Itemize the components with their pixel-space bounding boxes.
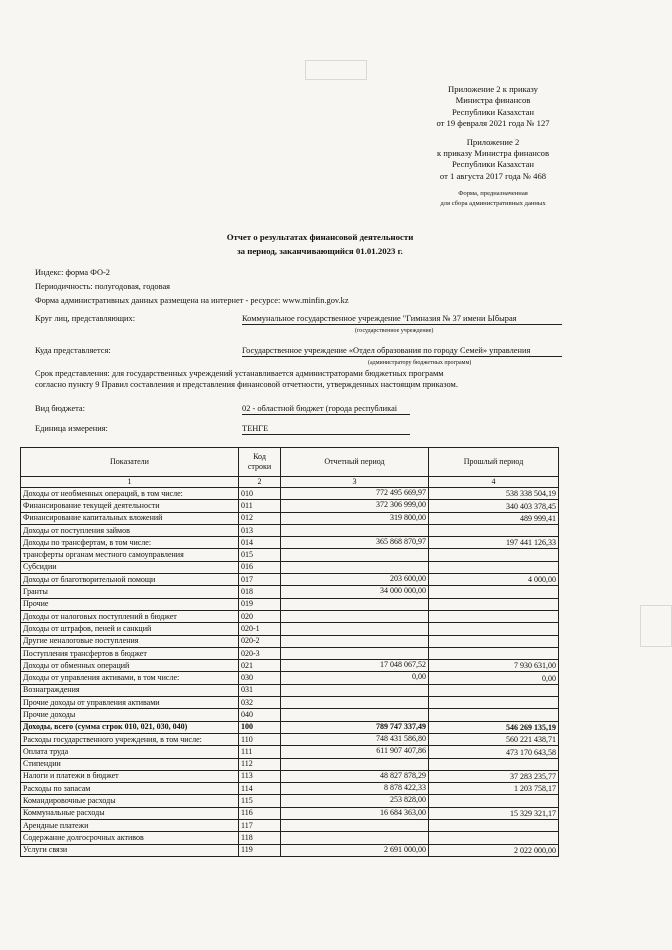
budget-label: Вид бюджета: bbox=[35, 404, 85, 413]
row-code: 012 bbox=[239, 512, 281, 524]
row-current-value: 16 684 363,00 bbox=[281, 807, 429, 819]
header-code: Код строки bbox=[239, 448, 281, 477]
row-name: Поступления трансфертов в бюджет bbox=[21, 647, 239, 659]
table-row bbox=[21, 733, 559, 745]
row-code: 020 bbox=[239, 610, 281, 622]
term-line: Срок представления: для государственных учреждений устанавливается администраторами бюджетных программ bbox=[35, 369, 444, 378]
appendix-line: от 19 февраля 2021 года № 127 bbox=[436, 118, 550, 129]
row-previous-value: 473 170 643,58 bbox=[429, 746, 559, 758]
row-previous-value: 2 022 000,00 bbox=[429, 844, 559, 856]
row-current-value bbox=[281, 832, 429, 844]
table-row bbox=[21, 660, 559, 672]
appendix-line: Приложение 2 bbox=[466, 136, 520, 147]
table-row bbox=[21, 561, 559, 573]
row-previous-value bbox=[429, 647, 559, 659]
row-name: Прочие bbox=[21, 598, 239, 610]
table-row bbox=[21, 820, 559, 832]
row-current-value bbox=[281, 684, 429, 696]
header-previous-period: Прошлый период bbox=[429, 448, 559, 477]
row-code: 020-3 bbox=[239, 647, 281, 659]
table-body bbox=[21, 488, 559, 857]
row-name: Оплата труда bbox=[21, 746, 239, 758]
row-name: Доходы от штрафов, пеней и санкций bbox=[21, 623, 239, 635]
where-caption: (администратору бюджетных программ) bbox=[368, 360, 472, 366]
table-row bbox=[21, 512, 559, 524]
row-name: Вознаграждения bbox=[21, 684, 239, 696]
row-previous-value bbox=[429, 623, 559, 635]
row-current-value bbox=[281, 758, 429, 770]
row-current-value: 611 907 407,86 bbox=[281, 746, 429, 758]
row-previous-value bbox=[429, 586, 559, 598]
row-name: Услуги связи bbox=[21, 844, 239, 856]
row-name: Коммунальные расходы bbox=[21, 807, 239, 819]
row-current-value: 789 747 337,49 bbox=[281, 721, 429, 733]
form-note: Форма, предназначенная bbox=[458, 190, 528, 198]
table-row bbox=[21, 770, 559, 782]
table-row bbox=[21, 783, 559, 795]
row-previous-value: 37 283 235,77 bbox=[429, 770, 559, 782]
table-row bbox=[21, 672, 559, 684]
row-code: 031 bbox=[239, 684, 281, 696]
financial-results-table bbox=[20, 447, 559, 857]
form-index: Индекс: форма ФО-2 bbox=[35, 268, 110, 277]
row-current-value: 8 878 422,33 bbox=[281, 783, 429, 795]
table-row bbox=[21, 697, 559, 709]
column-number: 3 bbox=[281, 477, 429, 488]
table-row bbox=[21, 709, 559, 721]
row-name: Доходы от поступления займов bbox=[21, 524, 239, 536]
circle-label: Круг лиц, представляющих: bbox=[35, 314, 136, 323]
row-code: 020-2 bbox=[239, 635, 281, 647]
row-name: Стипендии bbox=[21, 758, 239, 770]
row-current-value: 2 691 000,00 bbox=[281, 844, 429, 856]
circle-value: Коммунальное государственное учреждение "Гимназия № 37 имени Ыбырая bbox=[242, 314, 562, 325]
table-row bbox=[21, 586, 559, 598]
row-name: Доходы от благотворительной помощи bbox=[21, 574, 239, 586]
row-current-value: 17 048 067,52 bbox=[281, 660, 429, 672]
row-previous-value bbox=[429, 820, 559, 832]
row-previous-value: 7 930 631,00 bbox=[429, 660, 559, 672]
table-row bbox=[21, 635, 559, 647]
row-current-value bbox=[281, 647, 429, 659]
row-name: Прочие доходы bbox=[21, 709, 239, 721]
row-code: 115 bbox=[239, 795, 281, 807]
row-current-value: 0,00 bbox=[281, 672, 429, 684]
column-number: 1 bbox=[21, 477, 239, 488]
form-note: для сбора административных данных bbox=[440, 200, 546, 208]
row-code: 020-1 bbox=[239, 623, 281, 635]
row-name: Арендные платежи bbox=[21, 820, 239, 832]
row-code: 032 bbox=[239, 697, 281, 709]
row-code: 113 bbox=[239, 770, 281, 782]
appendix-line: к приказу Министра финансов bbox=[436, 148, 550, 159]
row-name: Расходы по запасам bbox=[21, 783, 239, 795]
appendix-line: Министра финансов bbox=[455, 95, 531, 106]
table-row bbox=[21, 758, 559, 770]
row-code: 010 bbox=[239, 488, 281, 500]
row-current-value: 34 000 000,00 bbox=[281, 586, 429, 598]
row-name: Доходы от обменных операций bbox=[21, 660, 239, 672]
row-previous-value bbox=[429, 697, 559, 709]
row-name: Доходы от управления активами, в том числе: bbox=[21, 672, 239, 684]
row-current-value bbox=[281, 549, 429, 561]
table-row bbox=[21, 549, 559, 561]
row-previous-value bbox=[429, 635, 559, 647]
row-current-value bbox=[281, 623, 429, 635]
row-code: 015 bbox=[239, 549, 281, 561]
appendix-line: Приложение 2 к приказу bbox=[448, 84, 538, 94]
row-name: Доходы от налоговых поступлений в бюджет bbox=[21, 610, 239, 622]
row-current-value: 203 600,00 bbox=[281, 574, 429, 586]
table-row bbox=[21, 598, 559, 610]
table-row bbox=[21, 832, 559, 844]
row-code: 040 bbox=[239, 709, 281, 721]
table-header-row bbox=[21, 448, 559, 477]
row-previous-value: 197 441 126,33 bbox=[429, 537, 559, 549]
row-current-value bbox=[281, 709, 429, 721]
row-code: 112 bbox=[239, 758, 281, 770]
appendix-line: от 1 августа 2017 года № 468 bbox=[439, 170, 547, 181]
row-current-value: 748 431 586,80 bbox=[281, 733, 429, 745]
row-name: Прочие доходы от управления активами bbox=[21, 697, 239, 709]
column-number: 4 bbox=[429, 477, 559, 488]
row-name: Налоги и платежи в бюджет bbox=[21, 770, 239, 782]
row-previous-value bbox=[429, 524, 559, 536]
row-previous-value: 15 329 321,17 bbox=[429, 807, 559, 819]
row-current-value: 48 827 878,29 bbox=[281, 770, 429, 782]
row-code: 100 bbox=[239, 721, 281, 733]
row-name: Доходы от необменных операций, в том числе: bbox=[21, 488, 239, 500]
row-name: Расходы государственного учреждения, в том числе: bbox=[21, 733, 239, 745]
row-previous-value bbox=[429, 549, 559, 561]
row-code: 111 bbox=[239, 746, 281, 758]
row-previous-value: 1 203 758,17 bbox=[429, 783, 559, 795]
periodicity: Периодичность: полугодовая, годовая bbox=[35, 282, 171, 291]
row-previous-value: 538 338 504,19 bbox=[429, 488, 559, 500]
table-row bbox=[21, 623, 559, 635]
published-resource: Форма административных данных размещена на интернет - ресурсе: www.minfin.gov.kz bbox=[35, 296, 349, 305]
submission-term bbox=[35, 368, 575, 391]
row-code: 116 bbox=[239, 807, 281, 819]
column-numbers-row bbox=[21, 477, 559, 488]
table-row bbox=[21, 684, 559, 696]
unit-value: ТЕНГЕ bbox=[242, 424, 410, 435]
row-name: Финансирование текущей деятельности bbox=[21, 500, 239, 512]
appendix-header bbox=[398, 84, 588, 209]
row-name: Финансирование капитальных вложений bbox=[21, 512, 239, 524]
row-previous-value bbox=[429, 758, 559, 770]
row-name: Субсидии bbox=[21, 561, 239, 573]
row-current-value bbox=[281, 635, 429, 647]
row-code: 119 bbox=[239, 844, 281, 856]
row-code: 011 bbox=[239, 500, 281, 512]
row-current-value bbox=[281, 561, 429, 573]
header-indicators: Показатели bbox=[21, 448, 239, 477]
table-row bbox=[21, 524, 559, 536]
row-previous-value: 546 269 135,19 bbox=[429, 721, 559, 733]
row-current-value: 772 495 669,97 bbox=[281, 488, 429, 500]
row-code: 013 bbox=[239, 524, 281, 536]
row-current-value bbox=[281, 820, 429, 832]
row-code: 117 bbox=[239, 820, 281, 832]
row-name: трансферты органам местного самоуправления bbox=[21, 549, 239, 561]
where-value: Государственное учреждение «Отдел образования по городу Семей» управления bbox=[242, 346, 562, 357]
row-code: 016 bbox=[239, 561, 281, 573]
report-title-line1: Отчет о результатах финансовой деятельности bbox=[226, 232, 414, 242]
row-current-value bbox=[281, 610, 429, 622]
table-row bbox=[21, 844, 559, 856]
row-previous-value bbox=[429, 832, 559, 844]
row-previous-value: 0,00 bbox=[429, 672, 559, 684]
row-name: Доходы, всего (сумма строк 010, 021, 030, 040) bbox=[21, 721, 239, 733]
row-current-value bbox=[281, 524, 429, 536]
row-code: 014 bbox=[239, 537, 281, 549]
table-row bbox=[21, 746, 559, 758]
row-current-value bbox=[281, 598, 429, 610]
row-name: Содержание долгосрочных активов bbox=[21, 832, 239, 844]
table-row bbox=[21, 537, 559, 549]
appendix-line: Республики Казахстан bbox=[451, 106, 535, 117]
column-number: 2 bbox=[239, 477, 281, 488]
row-previous-value: 489 999,41 bbox=[429, 512, 559, 524]
table-row bbox=[21, 610, 559, 622]
row-previous-value: 560 221 438,71 bbox=[429, 733, 559, 745]
row-previous-value bbox=[429, 561, 559, 573]
scan-artifact bbox=[640, 605, 672, 647]
where-label: Куда представляется: bbox=[35, 346, 111, 355]
row-code: 017 bbox=[239, 574, 281, 586]
row-previous-value bbox=[429, 795, 559, 807]
row-code: 019 bbox=[239, 598, 281, 610]
row-previous-value bbox=[429, 709, 559, 721]
row-current-value: 372 306 999,00 bbox=[281, 500, 429, 512]
row-code: 021 bbox=[239, 660, 281, 672]
table-row bbox=[21, 721, 559, 733]
table-row bbox=[21, 488, 559, 500]
row-code: 118 bbox=[239, 832, 281, 844]
row-previous-value bbox=[429, 610, 559, 622]
scan-artifact bbox=[305, 60, 367, 80]
row-previous-value: 340 403 378,45 bbox=[429, 500, 559, 512]
header-current-period: Отчетный период bbox=[281, 448, 429, 477]
row-previous-value: 4 000,00 bbox=[429, 574, 559, 586]
table-row bbox=[21, 807, 559, 819]
row-previous-value bbox=[429, 598, 559, 610]
row-current-value: 365 868 870,97 bbox=[281, 537, 429, 549]
unit-label: Единица измерения: bbox=[35, 424, 108, 433]
row-current-value bbox=[281, 697, 429, 709]
table-row bbox=[21, 647, 559, 659]
row-code: 030 bbox=[239, 672, 281, 684]
row-code: 018 bbox=[239, 586, 281, 598]
table-row bbox=[21, 574, 559, 586]
row-code: 114 bbox=[239, 783, 281, 795]
table-row bbox=[21, 795, 559, 807]
report-title-line2: за период, заканчивающийся 01.01.2023 г. bbox=[237, 246, 403, 256]
row-name: Другие неналоговые поступления bbox=[21, 635, 239, 647]
circle-caption: (государственное учреждение) bbox=[355, 328, 434, 334]
row-previous-value bbox=[429, 684, 559, 696]
row-current-value: 319 800,00 bbox=[281, 512, 429, 524]
table-row bbox=[21, 500, 559, 512]
row-name: Командировочные расходы bbox=[21, 795, 239, 807]
row-code: 110 bbox=[239, 733, 281, 745]
row-name: Доходы по трансфертам, в том числе: bbox=[21, 537, 239, 549]
row-current-value: 253 828,00 bbox=[281, 795, 429, 807]
appendix-line: Республики Казахстан bbox=[451, 159, 535, 170]
budget-value: 02 - областной бюджет (города республикаі bbox=[242, 404, 410, 415]
row-name: Гранты bbox=[21, 586, 239, 598]
term-line: согласно пункту 9 Правил составления и представления финансовой отчетности, утвержденных настоящим приказом. bbox=[35, 380, 458, 390]
report-title bbox=[0, 230, 640, 258]
